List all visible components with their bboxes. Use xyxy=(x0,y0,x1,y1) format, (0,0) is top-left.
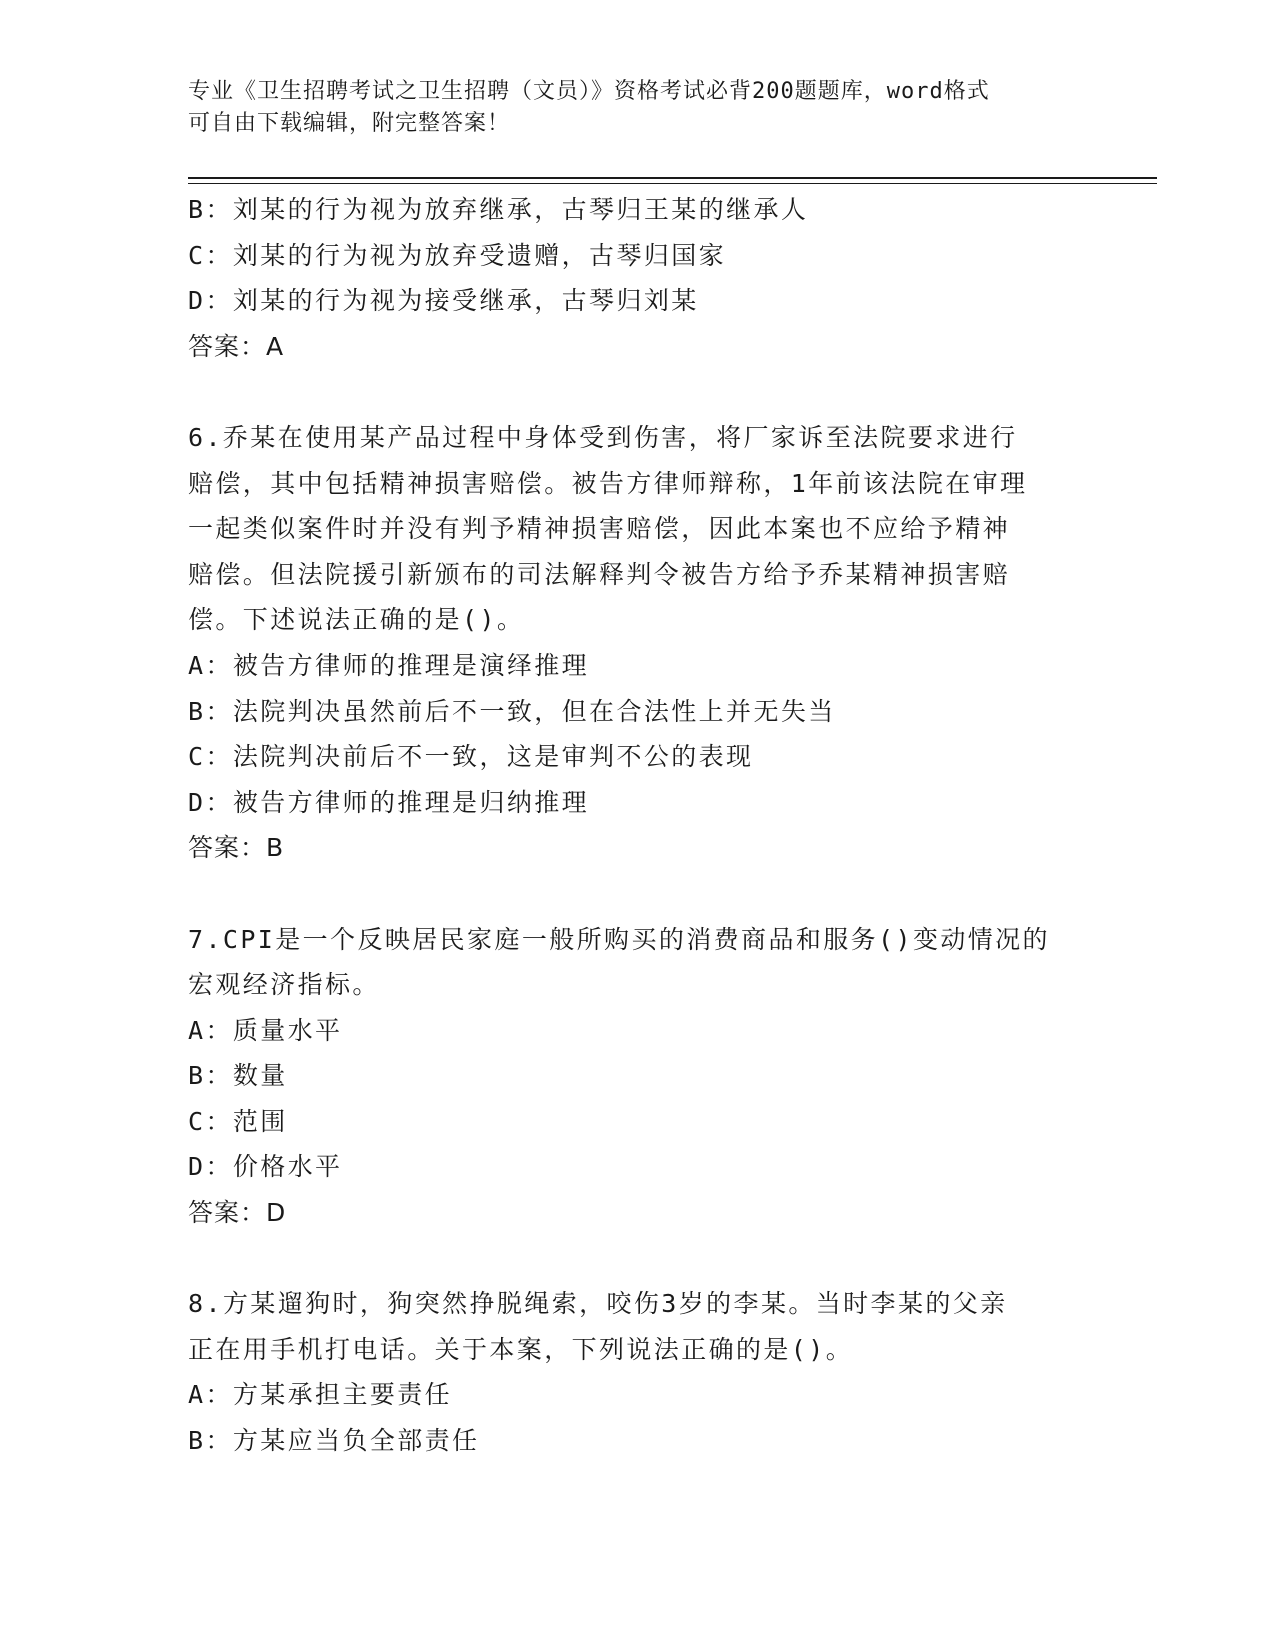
q6-stem-line: 一起类似案件时并没有判予精神损害赔偿，因此本案也不应给予精神 xyxy=(188,514,1011,544)
q5-answer: 答案：A xyxy=(188,331,285,361)
q7-stem-line: 7.CPI是一个反映居民家庭一般所购买的消费商品和服务()变动情况的 xyxy=(188,924,1050,954)
question-spacer xyxy=(188,369,1088,415)
q6-stem-line: 6.乔某在使用某产品过程中身体受到伤害，将厂家诉至法院要求进行 xyxy=(188,422,1018,452)
q6-stem-line: 偿。下述说法正确的是()。 xyxy=(188,605,525,635)
question-5 xyxy=(188,187,1088,369)
q5-option-b: B：刘某的行为视为放弃继承，古琴归王某的继承人 xyxy=(188,195,809,224)
q6-answer: 答案：B xyxy=(188,833,285,863)
q6-stem-line: 赔偿。但法院援引新颁布的司法解释判令被告方给予乔某精神损害赔 xyxy=(188,559,1011,589)
q7-option-a: A：质量水平 xyxy=(188,1015,343,1045)
q8-option-a: A：方某承担主要责任 xyxy=(188,1380,453,1410)
q6-option-a: A：被告方律师的推理是演绎推理 xyxy=(188,650,590,680)
header-divider-thick xyxy=(188,177,1157,179)
q5-option-d: D：刘某的行为视为接受继承，古琴归刘某 xyxy=(188,286,699,316)
q6-stem-line: 赔偿，其中包括精神损害赔偿。被告方律师辩称，1年前该法院在审理 xyxy=(188,468,1028,498)
question-list xyxy=(188,187,1088,1464)
q8-stem-line: 正在用手机打电话。关于本案，下列说法正确的是()。 xyxy=(188,1334,854,1364)
q6-option-d: D：被告方律师的推理是归纳推理 xyxy=(188,787,590,817)
question-6 xyxy=(188,415,1088,871)
header-line-1: 专业《卫生招聘考试之卫生招聘（文员）》资格考试必背200题题库，word格式 xyxy=(188,79,990,104)
q6-option-b: B：法院判决虽然前后不一致，但在合法性上并无失当 xyxy=(188,696,836,726)
q8-option-b: B：方某应当负全部责任 xyxy=(188,1426,480,1456)
q6-option-c: C：法院判决前后不一致，这是审判不公的表现 xyxy=(188,742,754,772)
q7-stem-line: 宏观经济指标。 xyxy=(188,970,380,1000)
q7-option-b: B：数量 xyxy=(188,1061,288,1091)
question-spacer xyxy=(188,871,1088,917)
document-header xyxy=(188,76,1088,140)
question-spacer xyxy=(188,1236,1088,1282)
q5-option-c: C：刘某的行为视为放弃受遗赠，古琴归国家 xyxy=(188,240,727,270)
q7-option-c: C：范围 xyxy=(188,1106,288,1136)
q7-option-d: D：价格水平 xyxy=(188,1152,343,1182)
header-line-2: 可自由下载编辑，附完整答案！ xyxy=(188,111,511,136)
question-7 xyxy=(188,917,1088,1236)
question-8 xyxy=(188,1281,1088,1463)
q8-stem-line: 8.方某遛狗时，狗突然挣脱绳索，咬伤3岁的李某。当时李某的父亲 xyxy=(188,1289,1008,1319)
header-divider-thin xyxy=(188,183,1157,184)
q7-answer: 答案：D xyxy=(188,1198,287,1228)
